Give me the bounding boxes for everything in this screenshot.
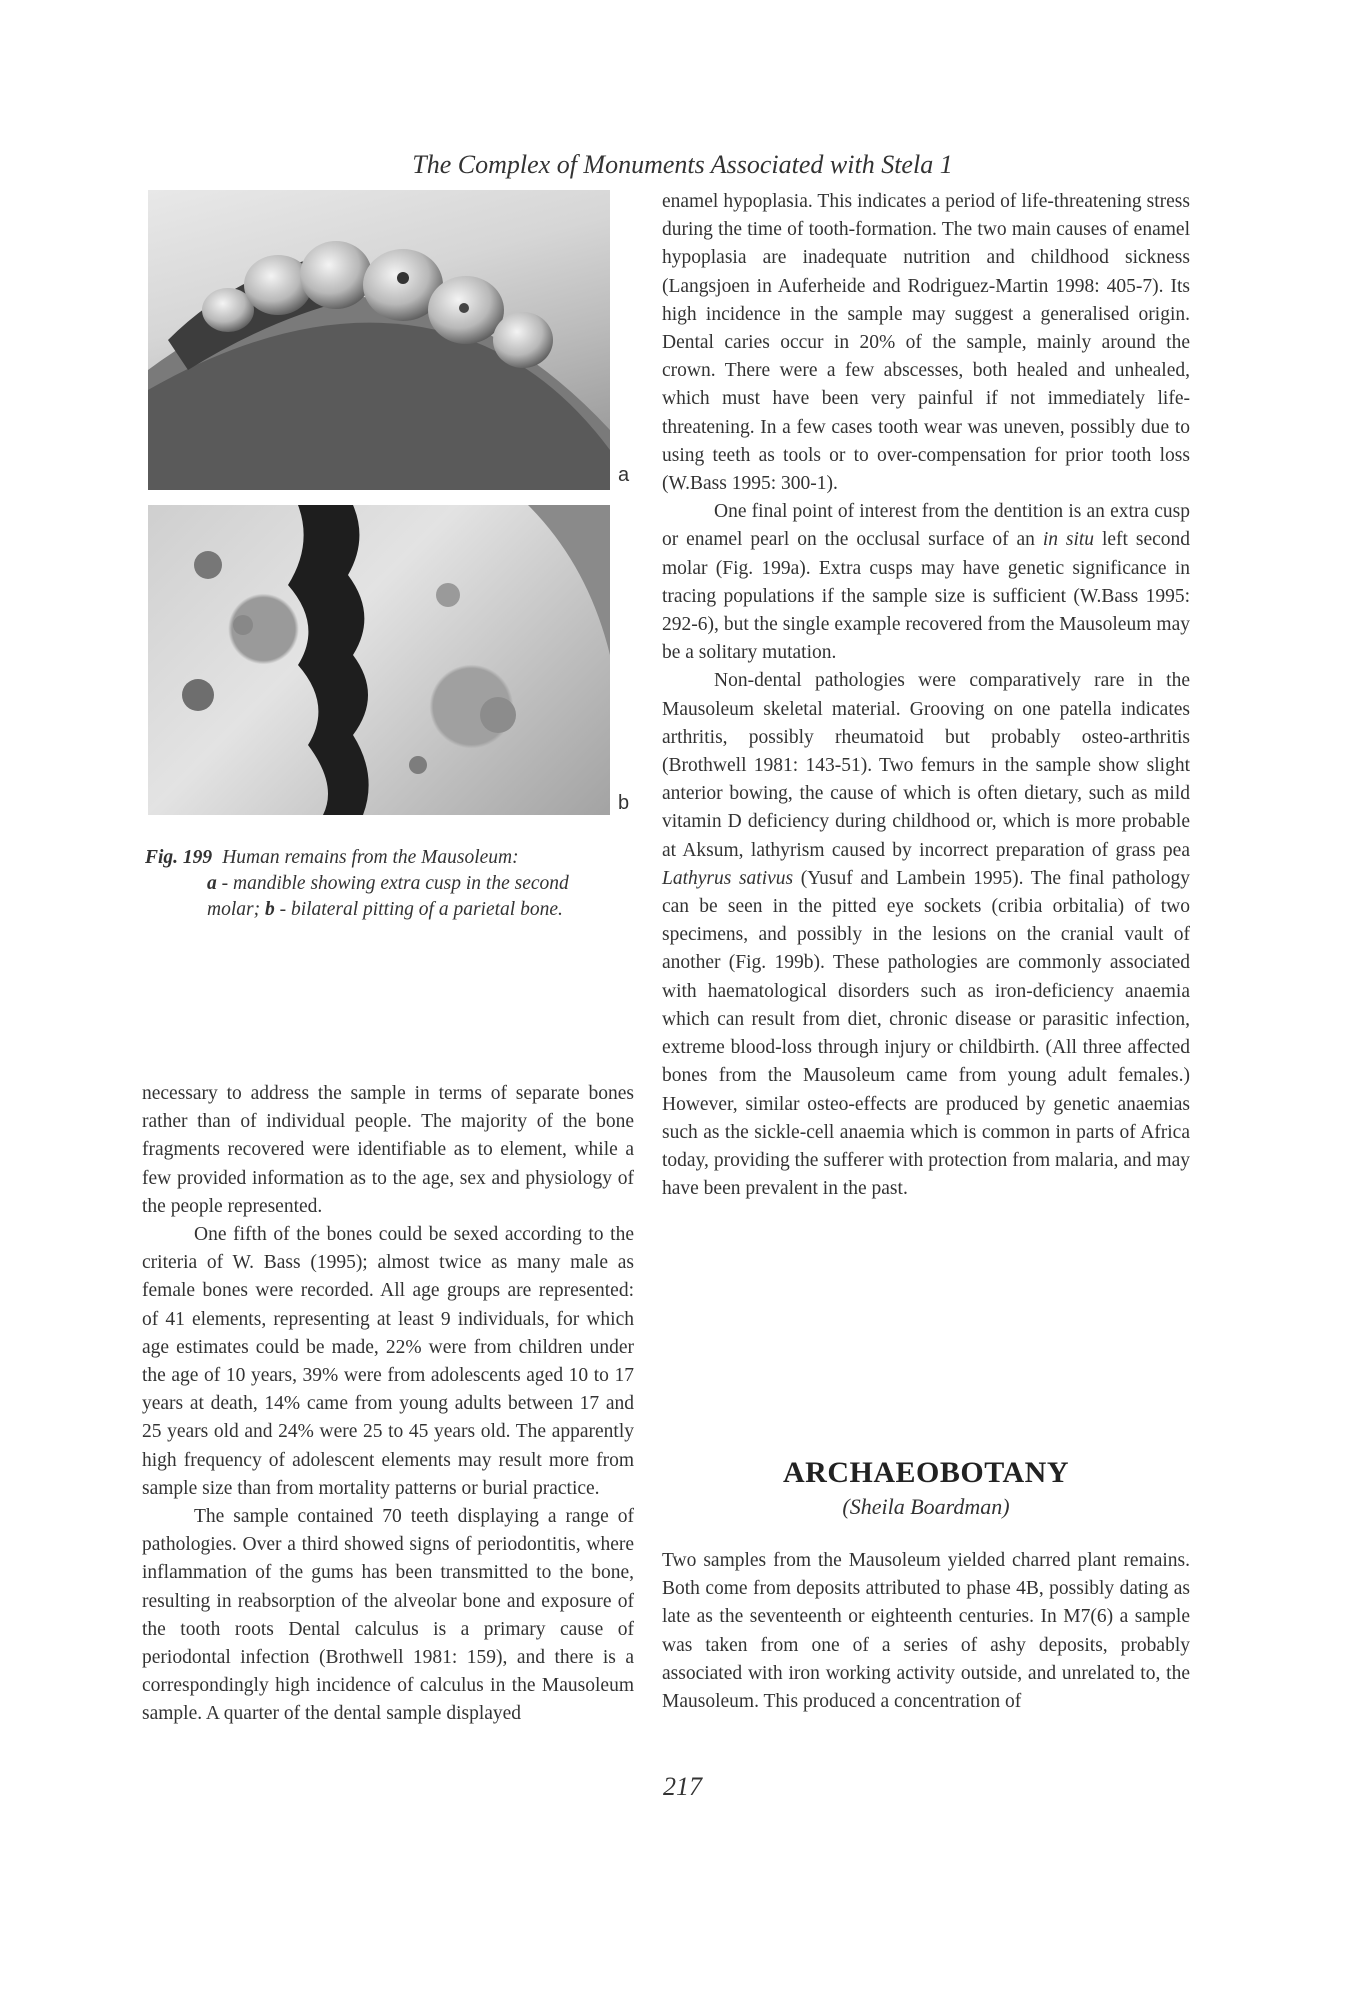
- left-paragraph-3: The sample contained 70 teeth displaying a range of pathologies. Over a third showed signs of periodontitis, where inflammation of the gums has been transmitted to the bone, resulting in reabsorption of the alveolar bone and exposure of the tooth roots Dental calculus is a primary cause of periodontal infection (Brothwell 1981: 159), and there is a correspondingly high incidence of calculus in the Mausoleum sample. A quarter of the dental sample displayed: [142, 1506, 634, 1725]
- archaeobotany-text: [662, 1547, 1190, 1716]
- caption-key-b: b: [264, 899, 275, 920]
- right-paragraph-2: [662, 498, 1190, 667]
- mandible-photo: [148, 190, 610, 490]
- caption-text-a: - mandible showing extra cusp in the second molar;: [207, 873, 569, 920]
- right-p2-part-a: One final point of interest from the dentition is an extra cusp or enamel pearl on the occlusal surface of an: [662, 501, 1190, 551]
- caption-text-b: - bilateral pitting of a parietal bone.: [274, 899, 563, 920]
- figure-label-a: a: [618, 464, 630, 486]
- page-number: 217: [663, 1772, 702, 1801]
- figure-caption: [145, 845, 605, 923]
- right-p2-italic: in situ: [1042, 529, 1095, 551]
- left-paragraph-1: necessary to address the sample in terms of separate bones rather than of individual people. The majority of the bone fragments recovered were identifiable as to element, while a few provided information as to the age, sex and physiology of the people represented.: [142, 1083, 634, 1217]
- right-paragraph-1: enamel hypoplasia. This indicates a period of life-threatening stress during the time of tooth-formation. The two main causes of enamel hypoplasia are inadequate nutrition and childhood sickness (Langsjoen in Auferheide and Rodriguez-Martin 1998: 405-7). Its high incidence in the sample may suggest a generalised origin. Dental caries occur in 20% of the sample, mainly around the crown. There were a few abscesses, both healed and unhealed, which must have been very painful if not immediately life-threatening. In a few cases tooth wear was uneven, possibly due to using teeth as tools or to over-compensation for prior tooth loss (W.Bass 1995: 300-1).: [662, 191, 1190, 495]
- running-title: The Complex of Monuments Associated with Stela 1: [412, 150, 953, 179]
- figure-label-b: b: [618, 792, 630, 814]
- caption-number: Fig. 199: [145, 847, 213, 868]
- left-paragraph-2: One fifth of the bones could be sexed according to the criteria of W. Bass (1995); almost twice as many male as female bones were recorded. All age groups are represented: of 41 elements, representing at least 9 individuals, for which age estimates could be made, 22% were from children under the age of 10 years, 39% were from adolescents aged 10 to 17 years at death, 14% came from young adults between 17 and 25 years old and 24% were 25 to 45 years old. The apparently high frequency of adolescent elements may result more from sample size than from mortality patterns or burial practice.: [142, 1224, 634, 1499]
- left-column: [142, 1080, 634, 1729]
- right-p3-part-b: (Yusuf and Lambein 1995). The final pathology can be seen in the pitted eye sockets (cribia orbitalia) of two specimens, and possibly in the lesions on the cranial vault of another (Fig. 199b). These pathologies are commonly associated with haematological disorders such as iron-deficiency anaemia which can result from diet, chronic disease or parasitic infection, extreme blood-loss through injury or childbirth. (All three affected bones from the Mausoleum came from young adult females.) However, similar osteo-effects are produced by genetic anaemias such as the sickle-cell anaemia which is common in parts of Africa today, providing the sufferer with protection from malaria, and may have been prevalent in the past.: [662, 867, 1190, 1200]
- right-paragraph-3: [662, 667, 1190, 1203]
- section-heading: ARCHAEOBOTANY: [783, 1456, 1069, 1489]
- right-paragraph-4: Two samples from the Mausoleum yielded charred plant remains. Both come from deposits attributed to phase 4B, possibly dating as late as the seventeenth or eighteenth centuries. In M7(6) a sample was taken from one of a series of ashy deposits, probably associated with iron working activity outside, and unrelated to, the Mausoleum. This produced a concentration of: [662, 1550, 1190, 1713]
- caption-details: [145, 871, 605, 923]
- section-author: (Sheila Boardman): [842, 1494, 1010, 1519]
- right-p2-part-b: left second molar (Fig. 199a). Extra cusps may have genetic significance in tracing populations if the sample size is sufficient (W.Bass 1995: 292-6), but the single example recovered from the Mausoleum may be a solitary mutation.: [662, 529, 1191, 664]
- right-p3-part-a: Non-dental pathologies were comparatively rare in the Mausoleum skeletal material. Grooving on one patella indicates arthritis, possibly rheumatoid but probably osteo-arthritis (Brothwell 1981: 143-51). Two femurs in the sample show slight anterior bowing, the cause of which is often dietary, such as mild vitamin D deficiency during childhood or, which is more probable at Aksum, lathyrism caused by incorrect preparation of grass pea: [662, 670, 1190, 861]
- parietal-bone-photo: [148, 505, 610, 815]
- caption-title: Human remains from the Mausoleum:: [222, 847, 519, 868]
- right-column: [662, 188, 1190, 1203]
- right-p3-italic: Lathyrus sativus: [662, 867, 794, 889]
- caption-key-a: a: [207, 873, 217, 894]
